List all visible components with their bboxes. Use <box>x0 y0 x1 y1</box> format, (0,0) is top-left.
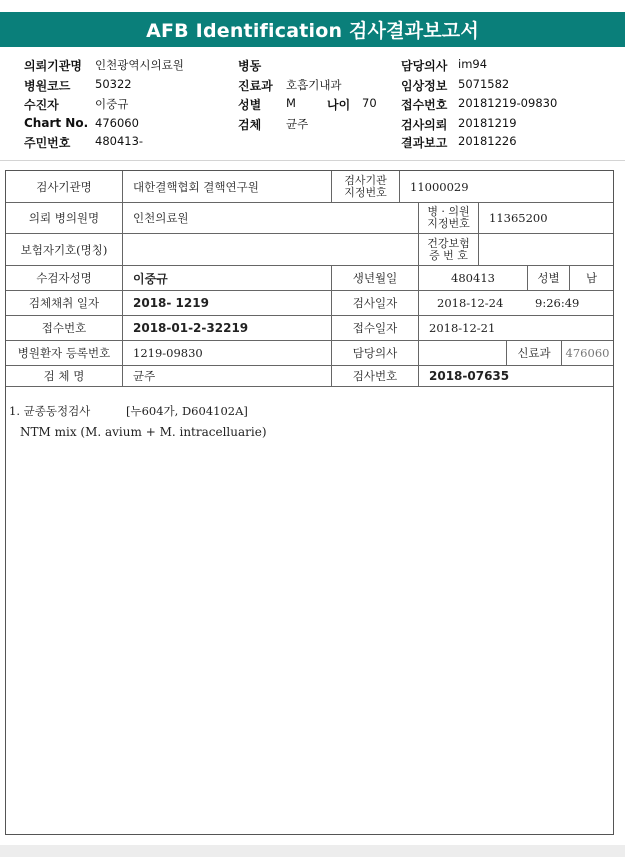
form-row-patient <box>6 266 613 290</box>
doctor-cell-value <box>419 341 507 365</box>
request-date-field <box>401 116 517 133</box>
request-date-value: 20181219 <box>458 116 517 130</box>
request-date-label: 검사의뢰 <box>401 118 448 132</box>
sex-value: M <box>286 96 296 110</box>
department-value: 호흡기내과 <box>286 78 342 92</box>
clinical-info-label: 임상정보 <box>401 79 448 93</box>
receipt-label: 접수번호 <box>6 316 123 340</box>
institution-value: 인천광역시의료원 <box>95 58 184 72</box>
hosp-no-label <box>419 203 479 233</box>
patient-field <box>24 96 129 113</box>
ward-label: 병동 <box>238 59 262 73</box>
receipt-no-label: 접수번호 <box>401 98 448 112</box>
form-row-collect <box>6 291 613 315</box>
test-no-value: 2018-07635 <box>429 369 510 383</box>
test-time-value: 9:26:49 <box>535 296 580 310</box>
result-finding: NTM mix (M. avium + M. intracelluarie) <box>20 425 267 439</box>
result-code: [누604가, D604102A] <box>126 404 248 418</box>
chart-no-field <box>24 116 139 130</box>
test-date-value-cell <box>419 291 613 315</box>
clinical-info-value: 5071582 <box>458 77 510 91</box>
specimen-field <box>238 116 309 133</box>
sex-field <box>238 96 296 113</box>
chart-no-label: Chart No. <box>24 116 89 130</box>
hosp-no-value: 11365200 <box>489 211 548 225</box>
insured-label: 보험자기호(명칭) <box>6 234 123 265</box>
age-label: 나이 <box>327 98 351 112</box>
sex-cell-label: 성별 <box>528 266 570 290</box>
doctor-cell-label: 담당의사 <box>332 341 419 365</box>
footer-strip <box>0 845 625 857</box>
sex-cell-value: 남 <box>585 271 598 285</box>
specimen-value: 균주 <box>286 117 309 131</box>
form-row-specimen <box>6 366 613 386</box>
lab-name-label: 검사기관명 <box>6 171 123 202</box>
age-field <box>327 96 377 113</box>
dept-cell-label: 신료과 <box>507 341 562 365</box>
form-row-receipt <box>6 316 613 340</box>
birth-label: 생년월일 <box>332 266 419 290</box>
insured-value <box>123 234 419 265</box>
lab-no-label-line1: 검사기관 <box>344 173 387 187</box>
resident-no-field <box>24 134 144 151</box>
chart-no-value: 476060 <box>95 116 139 130</box>
lab-name-value: 대한결핵협회 결핵연구원 <box>123 171 332 202</box>
resident-no-label: 주민번호 <box>24 136 71 150</box>
doctor-label: 담당의사 <box>401 59 448 73</box>
patient-label: 수진자 <box>24 98 59 112</box>
hospital-code-value: 50322 <box>95 77 132 91</box>
doctor-field <box>401 57 488 74</box>
institution-field <box>24 57 184 74</box>
report-title: AFB Identification 검사결과보고서 <box>0 12 625 47</box>
specimen-name-value: 균주 <box>123 366 332 386</box>
dept-cell-value: 476060 <box>565 346 610 360</box>
ward-field <box>238 57 261 74</box>
form-row-lab <box>6 171 613 202</box>
req-hosp-label: 의뢰 병의원명 <box>6 203 123 233</box>
health-ins-label <box>419 234 479 265</box>
patient-value: 이중규 <box>95 97 129 111</box>
hospital-code-field <box>24 77 132 94</box>
form-row-hospital <box>6 203 613 233</box>
doctor-value: im94 <box>458 57 488 71</box>
health-ins-label-line1: 건강보험 <box>427 236 470 250</box>
sex-label: 성별 <box>238 98 262 112</box>
specimen-label: 검체 <box>238 118 262 132</box>
receipt-value: 2018-01-2-32219 <box>123 316 332 340</box>
test-date-label: 검사일자 <box>332 291 419 315</box>
clinical-info-field <box>401 77 510 94</box>
collect-value: 2018- 1219 <box>123 291 332 315</box>
test-date-value: 2018-12-24 <box>437 296 504 310</box>
birth-value: 480413 <box>419 266 528 290</box>
report-date-label: 결과보고 <box>401 136 448 150</box>
form-row-insurance <box>6 234 613 265</box>
form-row-registration <box>6 341 613 365</box>
lab-no-value: 11000029 <box>410 179 469 194</box>
hosp-no-label-line2: 지정번호 <box>427 217 470 230</box>
department-field <box>238 77 342 94</box>
receipt-date-value: 2018-12-21 <box>429 321 496 335</box>
age-value: 70 <box>362 96 377 110</box>
reg-no-label: 병원환자 등록번호 <box>6 341 123 365</box>
req-hosp-value: 인천의료원 <box>123 203 419 233</box>
receipt-no-field <box>401 96 558 113</box>
hospital-code-label: 병원코드 <box>24 79 71 93</box>
header-divider <box>0 160 625 161</box>
lab-no-label-line2: 지정번호 <box>344 185 387 199</box>
receipt-date-label: 접수일자 <box>332 316 419 340</box>
result-item-line <box>9 403 248 419</box>
report-date-field <box>401 134 517 151</box>
lab-report-form <box>5 170 614 835</box>
patient-name-label: 수검자성명 <box>6 266 123 290</box>
result-item: 1. 균종동정검사 <box>9 404 91 418</box>
test-no-label: 검사번호 <box>332 366 419 386</box>
lab-no-label <box>332 171 400 202</box>
health-ins-value <box>479 234 613 265</box>
institution-label: 의뢰기관명 <box>24 59 82 73</box>
health-ins-label-line2: 증 번 호 <box>429 248 468 262</box>
department-label: 진료과 <box>238 79 273 93</box>
reg-no-value: 1219-09830 <box>123 341 332 365</box>
patient-name-value: 이중규 <box>123 266 332 290</box>
report-date-value: 20181226 <box>458 134 517 148</box>
specimen-name-label: 검 체 명 <box>6 366 123 386</box>
collect-label: 검체채취 일자 <box>6 291 123 315</box>
hosp-no-label-line1: 병 · 의원 <box>427 205 470 218</box>
resident-no-value: 480413- <box>95 134 144 148</box>
receipt-no-value: 20181219-09830 <box>458 96 558 110</box>
